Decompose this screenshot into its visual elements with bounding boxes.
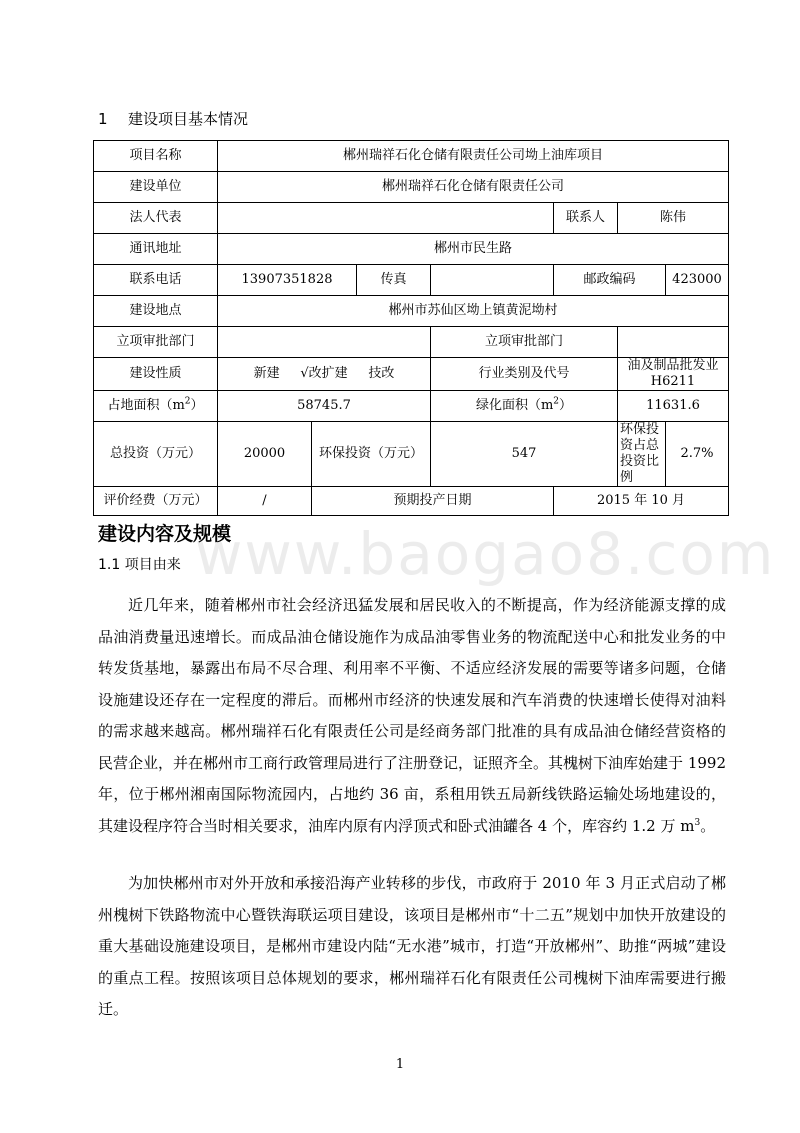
- green-label: [431, 391, 618, 422]
- address-value: 郴州市民生路: [218, 234, 729, 265]
- env-ratio-label: 环保投资占总投资比例: [618, 422, 666, 487]
- phone-value: 13907351828: [218, 265, 357, 296]
- table-row: [94, 422, 729, 487]
- nature-label: 建设性质: [94, 358, 218, 391]
- watermark: www.baogao8.com: [195, 520, 776, 588]
- nature-new: 新建: [253, 366, 280, 381]
- approve-no-label: 立项审批部门: [431, 327, 618, 358]
- paragraph-1-end: 。: [700, 816, 716, 835]
- date-value: 2015 年 10 月: [554, 487, 729, 516]
- area-value: 58745.7: [218, 391, 431, 422]
- legal-label: 法人代表: [94, 203, 218, 234]
- project-info-table: [93, 140, 729, 516]
- table-row: [94, 265, 729, 296]
- green-sup: 2: [553, 396, 560, 407]
- fax-value: [431, 265, 554, 296]
- fee-label: 评价经费（万元）: [94, 487, 218, 516]
- project-name-value: 郴州瑞祥石化仓储有限责任公司坳上油库项目: [218, 141, 729, 172]
- fax-label: 传真: [357, 265, 431, 296]
- env-ratio-value: 2.7%: [666, 422, 729, 487]
- table-row: [94, 203, 729, 234]
- unit-label: 建设单位: [94, 172, 218, 203]
- table-row: [94, 172, 729, 203]
- industry-value: 油及制品批发业 H6211: [618, 358, 729, 391]
- unit-value: 郴州瑞祥石化仓储有限责任公司: [218, 172, 729, 203]
- legal-value: [218, 203, 554, 234]
- project-name-label: 项目名称: [94, 141, 218, 172]
- area-label: [94, 391, 218, 422]
- heading-number: 1: [98, 110, 108, 128]
- table-row: [94, 141, 729, 172]
- table-row: [94, 487, 729, 516]
- postcode-label: 邮政编码: [554, 265, 666, 296]
- postcode-value: 423000: [666, 265, 729, 296]
- area-sup: 2: [184, 396, 191, 407]
- approve-no-value: [618, 327, 729, 358]
- nature-tech: 技改: [368, 366, 395, 381]
- approve-dept-value: [218, 327, 431, 358]
- phone-label: 联系电话: [94, 265, 218, 296]
- date-label: 预期投产日期: [312, 487, 554, 516]
- industry-label: 行业类别及代号: [431, 358, 618, 391]
- site-label: 建设地点: [94, 296, 218, 327]
- paragraph-1-text: 近几年来，随着郴州市社会经济迅猛发展和居民收入的不断提高，作为经济能源支撑的成品油消费量迅速增长。而成品油仓储设施作为成品油零售业务的物流配送中心和批发业务的中转发货基地，暴露出布局不尽合理、利用率不平衡、不适应经济发展的需要等诸多问题，仓储设施建设还存在一定程度的滞后。而郴州市经济的快速发展和汽车消费的快速增长使得对油料的需求越来越高。郴州瑞祥石化有限责任公司是经商务部门批准的具有成品油仓储经营资格的民营企业，并在郴州市工商行政管理局进行了注册登记，证照齐全。其槐树下油库始建于 1992 年，位于郴州湘南国际物流园内，占地约 36 亩，系租用铁五局新线铁路运输处场地建设的，其建设程序符合当时相关要求，油库内原有内浮顶式和卧式油罐各 4 个，库容约 1.2 万 m: [98, 596, 726, 835]
- fee-value: /: [218, 487, 312, 516]
- table-row: [94, 358, 729, 391]
- env-invest-label: 环保投资（万元）: [312, 422, 431, 487]
- table-row: [94, 234, 729, 265]
- area-label-end: ）: [190, 398, 204, 413]
- green-label-end: ）: [559, 398, 573, 413]
- section-heading: [98, 108, 248, 129]
- table-row: [94, 391, 729, 422]
- paragraph-1-sup: 3: [694, 817, 701, 828]
- table-row: [94, 296, 729, 327]
- table-row: [94, 327, 729, 358]
- nature-value: [218, 358, 431, 391]
- page-number: 1: [395, 1057, 405, 1072]
- invest-value: 20000: [218, 422, 312, 487]
- contact-label: 联系人: [554, 203, 618, 234]
- invest-label: 总投资（万元）: [94, 422, 218, 487]
- subsection-title: 1.1 项目由来: [98, 557, 181, 573]
- green-label-text: 绿化面积（m: [475, 398, 554, 413]
- section-title: 建设内容及规模: [98, 523, 232, 545]
- green-value: 11631.6: [618, 391, 729, 422]
- env-invest-value: 547: [431, 422, 618, 487]
- paragraph-2: 为加快郴州市对外开放和承接沿海产业转移的步伐，市政府于 2010 年 3 月正式启动了郴州槐树下铁路物流中心暨铁海联运项目建设，该项目是郴州市“十二五”规划中加快开放建设的重大基础设施建设项目，是郴州市建设内陆“无水港”城市，打造“开放郴州”、助推“两城”建设的重点工程。按照该项目总体规划的要求，郴州瑞祥石化有限责任公司槐树下油库需要进行搬迁。: [98, 874, 726, 1018]
- heading-title: 建设项目基本情况: [128, 110, 249, 128]
- site-value: 郴州市苏仙区坳上镇黄泥坳村: [218, 296, 729, 327]
- address-label: 通讯地址: [94, 234, 218, 265]
- nature-expand: √改扩建: [300, 366, 348, 381]
- paragraph-1: [98, 590, 726, 842]
- area-label-text: 占地面积（m: [107, 398, 185, 413]
- approve-dept-label: 立项审批部门: [94, 327, 218, 358]
- contact-value: 陈伟: [618, 203, 729, 234]
